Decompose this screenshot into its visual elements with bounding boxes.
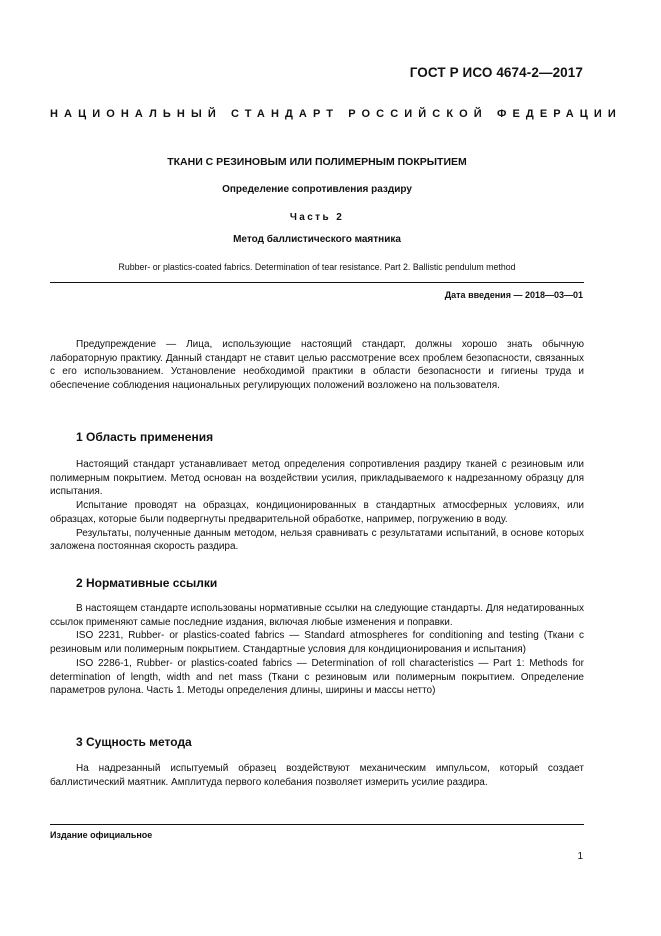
- section-1-paragraph: Испытание проводят на образцах, кондиционированных в стандартных атмосферных условиях, или образцах, которые были подвергнуты предварительной обработке, например, погружению в воду.: [50, 500, 584, 525]
- footer-divider: [50, 824, 584, 825]
- section-1-heading: 1 Область применения: [76, 430, 214, 444]
- introduction-date: Дата введения — 2018—03—01: [444, 290, 583, 300]
- section-2-paragraph: В настоящем стандарте использованы нормативные ссылки на следующие стандарты. Для недатированных ссылок применяют самые последние издания, включая любые изменения и поправки.: [50, 603, 584, 628]
- section-1-paragraph: Настоящий стандарт устанавливает метод определения сопротивления раздиру тканей с резиновым или полимерным покрытием. Метод основан на воздействии усилия, прикладываемого к надрезанному образцу для испытания.: [50, 459, 584, 498]
- method-title: Метод баллистического маятника: [233, 234, 401, 245]
- english-title: Rubber- or plastics-coated fabrics. Determination of tear resistance. Part 2. Ballistic pendulum method: [118, 262, 516, 272]
- warning-text: Предупреждение — Лица, использующие настоящий стандарт, должны хорошо знать обычную лабораторную практику. Данный стандарт не ставит целью рассмотрение всех проблем безопасности, связанных с его использованием. Установление необходимой практики в области безопасности и гигиены труда и обеспечение соблюдения национальных регулирующих положений возложено на пользователя.: [50, 339, 584, 392]
- section-3-paragraph: На надрезанный испытуемый образец воздействуют механическим импульсом, который создает баллистический маятник. Амплитуда первого колебания позволяет измерить усилие раздира.: [50, 763, 584, 788]
- document-code: ГОСТ Р ИСО 4674-2—2017: [409, 65, 583, 80]
- section-2-body: [50, 602, 584, 698]
- section-2-heading: 2 Нормативные ссылки: [76, 576, 218, 590]
- edition-label: Издание официальное: [50, 830, 153, 840]
- section-1-paragraph: Результаты, полученные данным методом, нельзя сравнивать с результатами испытаний, в основе которых заложена постоянная скорость раздира.: [50, 527, 584, 553]
- section-2-paragraph: ISO 2231, Rubber- or plastics-coated fabrics — Standard atmospheres for conditioning and testing (Ткани с резиновым или полимерным покрытием. Стандартные условия для кондиционирования и испытания): [50, 630, 584, 656]
- document-subtitle: Определение сопротивления раздиру: [222, 184, 412, 195]
- section-1-body: [50, 458, 584, 554]
- part-label: Часть 2: [289, 212, 345, 223]
- national-standard-banner: НАЦИОНАЛЬНЫЙ СТАНДАРТ РОССИЙСКОЙ ФЕДЕРАЦИИ: [50, 108, 622, 120]
- document-title: ТКАНИ С РЕЗИНОВЫМ ИЛИ ПОЛИМЕРНЫМ ПОКРЫТИЕМ: [167, 156, 467, 168]
- warning-paragraph: [50, 338, 584, 393]
- title-divider: [50, 282, 584, 283]
- section-3-body: [50, 762, 584, 789]
- section-2-paragraph: ISO 2286-1, Rubber- or plastics-coated fabrics — Determination of roll characteristics — Part 1: Methods for determination of length, width and net mass (Ткани с резиновым или полимерным покрытием. Определение параметров рулона. Часть 1. Методы определения длины, ширины и массы нетто): [50, 657, 584, 697]
- page-number: 1: [577, 851, 583, 862]
- section-3-heading: 3 Сущность метода: [76, 735, 192, 749]
